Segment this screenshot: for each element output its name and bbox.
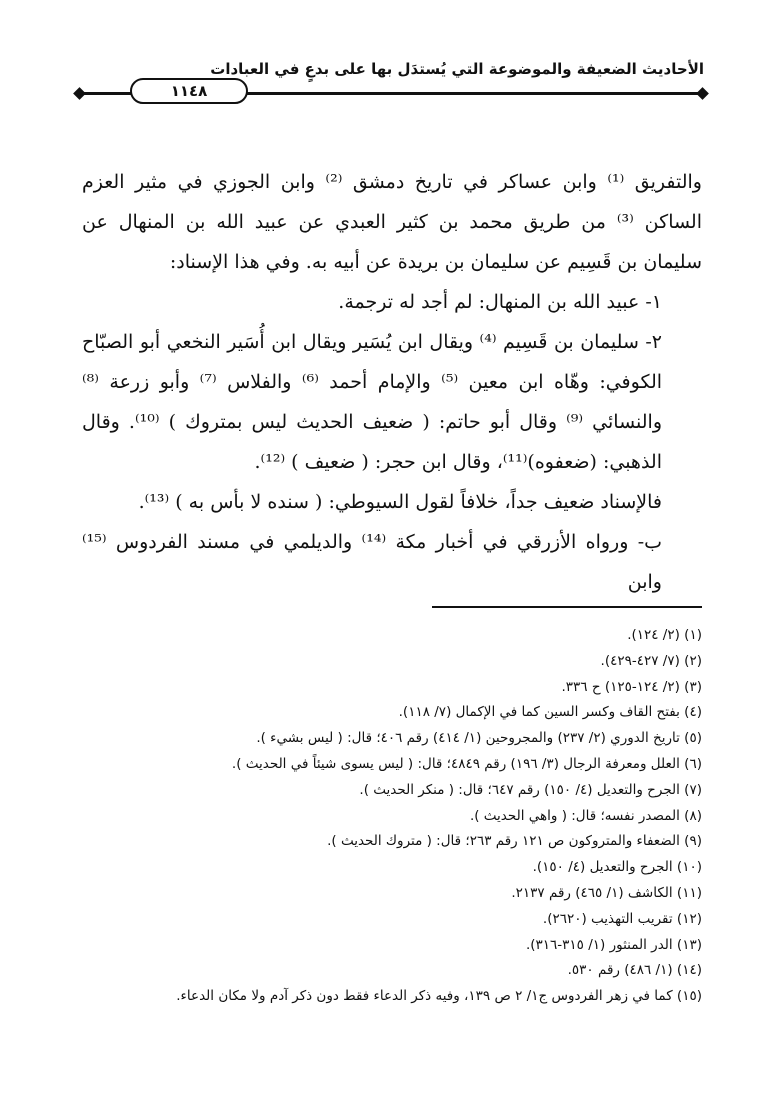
footnote-separator <box>432 606 702 608</box>
footnote-13: (١٣) الدر المنثور (١/ ٣١٥-٣١٦). <box>525 936 702 953</box>
paragraph-point-2: ٢- سليمان بن قَسِيم ⁽⁴⁾ ويقال ابن يُسَير ويقال ابن أُسَير النخعي أبو الصبّاح الكوفي: وهّاه ابن معين ⁽⁵⁾ والإمام أحمد ⁽⁶⁾ والفلاس ⁽⁷⁾ وأبو زرعة ⁽⁸⁾ والنسائي ⁽⁹⁾ وقال أبو حاتم: ( ضعيف الحديث ليس بمتروك ) ⁽¹⁰⁾. وقال الذهبي: (ضعفوه)⁽¹¹⁾، وقال ابن حجر: ( ضعيف ) ⁽¹²⁾. <box>82 331 663 473</box>
footnote-5: (٥) تاريخ الدوري (٢/ ٢٣٧) والمجروحين (١/ ٤١٤) رقم ٤٠٦؛ قال: ( ليس بشيء ). <box>256 730 702 747</box>
footnote-12: (١٢) تقريب التهذيب (٢٦٢٠). <box>542 910 702 927</box>
footnotes <box>82 623 702 1010</box>
main-text <box>82 162 702 602</box>
footnote-15: (١٥) كما في زهر الفردوس ج١/ ٢ ص ١٣٩، وفيه ذكر الدعاء فقط دون ذكر آدم ولا مكان الدعاء. <box>176 988 702 1005</box>
paragraph-other-routes: ب- ورواه الأزرقي في أخبار مكة ⁽¹⁴⁾ والديلمي في مسند الفردوس ⁽¹⁵⁾ وابن <box>82 531 663 593</box>
page-number: ١١٤٨ <box>130 78 248 104</box>
paragraph-sources: والتفريق ⁽¹⁾ وابن عساكر في تاريخ دمشق ⁽²⁾ وابن الجوزي في مثير العزم الساكن ⁽³⁾ من طريق محمد بن كثير العبدي عن عبيد الله بن المنهال عن سليمان بن قَسِيم عن سليمان بن بريدة عن أبيه به. وفي هذا الإسناد: <box>82 171 702 273</box>
left-diamond-ornament <box>73 87 86 100</box>
right-diamond-ornament <box>696 87 709 100</box>
footnote-1: (١) (٢/ ١٢٤). <box>627 627 702 643</box>
footnote-8: (٨) المصدر نفسه؛ قال: ( واهي الحديث ). <box>469 807 702 824</box>
footnote-10: (١٠) الجرح والتعديل (٤/ ١٥٠). <box>532 859 702 876</box>
footnote-2: (٢) (٧/ ٤٢٧-٤٢٩). <box>600 652 702 669</box>
paragraph-point-1: ١- عبيد الله بن المنهال: لم أجد له ترجمة. <box>338 291 662 313</box>
footnote-3: (٣) (٢/ ١٢٤-١٢٥) ح ٣٣٦. <box>561 678 702 695</box>
footnote-6: (٦) العلل ومعرفة الرجال (٣/ ١٩٦) رقم ٤٨٤٩؛ قال: ( ليس يسوى شيئاً في الحديث ). <box>231 755 702 772</box>
footnote-11: (١١) الكاشف (١/ ٤٦٥) رقم ٢١٣٧. <box>511 884 702 901</box>
footnote-7: (٧) الجرح والتعديل (٤/ ١٥٠) رقم ٦٤٧؛ قال: ( منكر الحديث ). <box>359 781 702 798</box>
paragraph-verdict: فالإسناد ضعيف جداً، خلافاً لقول السيوطي: ( سنده لا بأس به ) ⁽¹³⁾. <box>138 491 662 513</box>
running-title: الأحاديث الضعيفة والموضوعة التي يُستدَل بها على بدعٍ في العبادات <box>210 60 704 78</box>
footnote-9: (٩) الضعفاء والمتروكون ص ١٢١ رقم ٢٦٣؛ قال: ( متروك الحديث ). <box>327 833 702 850</box>
footnote-4: (٤) بفتح القاف وكسر السين كما في الإكمال (٧/ ١١٨). <box>398 704 702 721</box>
footnote-14: (١٤) (١/ ٤٨٦) رقم ٥٣٠. <box>567 962 702 979</box>
page-header <box>78 56 704 108</box>
